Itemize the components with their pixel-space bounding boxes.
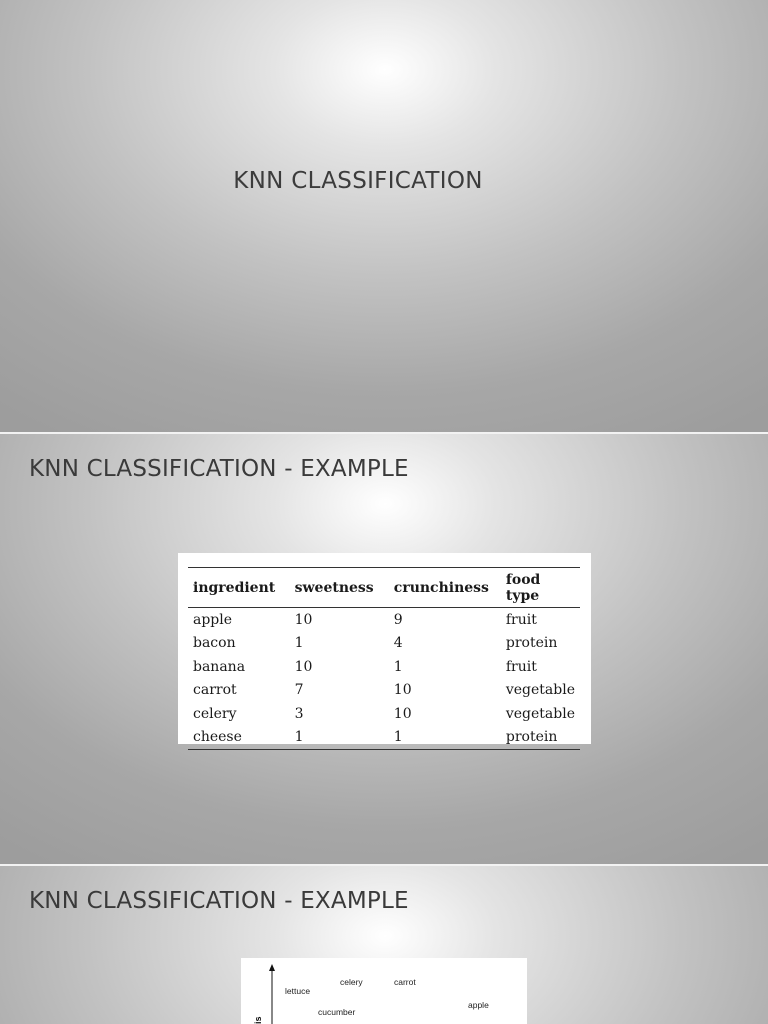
point-label-cucumber: cucumber xyxy=(318,1007,356,1017)
column-header: food type xyxy=(505,572,541,604)
column-header: crunchiness xyxy=(393,580,489,596)
title-slide xyxy=(0,0,768,432)
table-cell: bacon xyxy=(193,635,236,652)
y-axis-label: is xyxy=(253,1016,263,1024)
table-cell: 10 xyxy=(294,611,313,628)
table-row xyxy=(188,608,580,632)
table-cell: 10 xyxy=(393,682,412,699)
point-label-lettuce: lettuce xyxy=(285,986,311,996)
column-header: ingredient xyxy=(193,580,276,596)
table-header-row xyxy=(188,568,580,608)
example-table-slide xyxy=(0,434,768,864)
point-label-carrot: carrot xyxy=(394,977,416,987)
table-cell: 4 xyxy=(393,635,403,652)
table-cell: 1 xyxy=(294,729,304,746)
ingredient-table xyxy=(188,567,580,750)
table-cell: apple xyxy=(193,611,233,628)
table-cell: fruit xyxy=(505,658,537,675)
table-cell: carrot xyxy=(193,682,237,699)
table-cell: banana xyxy=(193,658,246,675)
table-cell: 1 xyxy=(393,729,403,746)
table-cell: protein xyxy=(505,635,558,652)
column-header: sweetness xyxy=(294,580,374,596)
table-cell: vegetable xyxy=(505,705,575,722)
point-label-apple: apple xyxy=(468,1000,489,1010)
table-row xyxy=(188,679,580,703)
point-label-celery: celery xyxy=(340,977,363,987)
table-cell: 10 xyxy=(294,658,313,675)
table-cell: 9 xyxy=(393,611,403,628)
table-cell: vegetable xyxy=(505,682,575,699)
table-cell: celery xyxy=(193,705,237,722)
table-row xyxy=(188,702,580,726)
slide-title: KNN CLASSIFICATION xyxy=(233,168,483,194)
y-axis-arrow-icon xyxy=(269,964,275,971)
table-cell: protein xyxy=(505,729,558,746)
table-cell: 1 xyxy=(393,658,403,675)
table-cell: 1 xyxy=(294,635,304,652)
table-cell: 7 xyxy=(294,682,304,699)
table-row xyxy=(188,655,580,679)
table-cell: cheese xyxy=(193,729,242,746)
table-cell: 10 xyxy=(393,705,412,722)
table-row xyxy=(188,632,580,656)
table-cell: 3 xyxy=(294,705,304,722)
slide-heading: KNN CLASSIFICATION - EXAMPLE xyxy=(29,888,409,914)
scatter-plot-card xyxy=(241,958,527,1024)
table-cell: fruit xyxy=(505,611,537,628)
table-row xyxy=(188,726,580,750)
scatter-plot xyxy=(241,958,527,1024)
example-plot-slide xyxy=(0,866,768,1024)
ingredient-table-card xyxy=(178,553,591,744)
slide-heading: KNN CLASSIFICATION - EXAMPLE xyxy=(29,456,409,482)
